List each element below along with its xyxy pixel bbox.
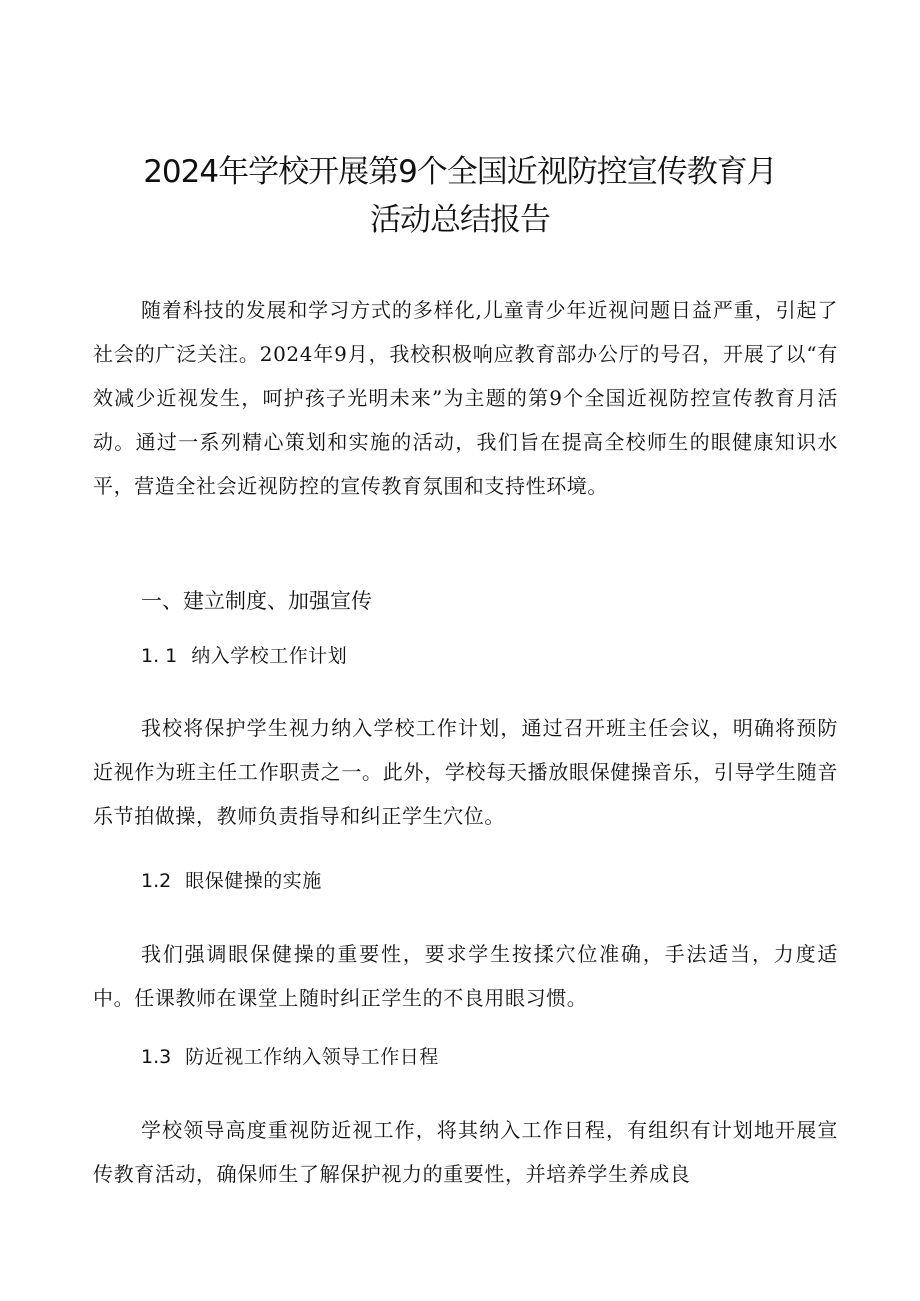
document-title-line-1: 2024年学校开展第9个全国近视防控宣传教育月 <box>143 154 777 190</box>
subsection-number: 1.3 <box>141 1046 172 1068</box>
subsection-1-2-body: 我们强调眼保健操的重要性，要求学生按揉穴位准确，手法适当，力度适中。任课教师在课堂上随时纠正学生的不良用眼习惯。 <box>93 942 838 1010</box>
subsection-1-2-heading <box>141 866 322 896</box>
document-title-line-2: 活动总结报告 <box>370 202 550 238</box>
subsection-title: 眼保健操的实施 <box>185 870 322 892</box>
intro-paragraph: 随着科技的发展和学习方式的多样化,儿童青少年近视问题日益严重，引起了社会的广泛关注。2024年9月，我校积极响应教育部办公厅的号召，开展了以“有效减少近视发生，呵护孩子光明未来”为主题的第9个全国近视防控宣传教育月活动。通过一系列精心策划和实施的活动，我们旨在提高全校师生的眼健康知识水平，营造全社会近视防控的宣传教育氛围和支持性环境。 <box>93 298 838 498</box>
subsection-title: 纳入学校工作计划 <box>191 645 348 667</box>
subsection-number: 1. 1 <box>141 645 178 667</box>
subsection-1-3-heading <box>141 1042 439 1072</box>
section-1-heading: 一、建立制度、加强宣传 <box>141 589 372 613</box>
subsection-title: 防近视工作纳入领导工作日程 <box>185 1046 439 1068</box>
subsection-1-1-heading <box>141 641 347 671</box>
subsection-1-3-body: 学校领导高度重视防近视工作，将其纳入工作日程，有组织有计划地开展宣传教育活动，确保师生了解保护视力的重要性，并培养学生养成良 <box>93 1118 838 1186</box>
subsection-number: 1.2 <box>141 870 172 892</box>
subsection-1-1-body: 我校将保护学生视力纳入学校工作计划，通过召开班主任会议，明确将预防近视作为班主任工作职责之一。此外，学校每天播放眼保健操音乐，引导学生随音乐节拍做操，教师负责指导和纠正学生穴位。 <box>93 716 838 828</box>
